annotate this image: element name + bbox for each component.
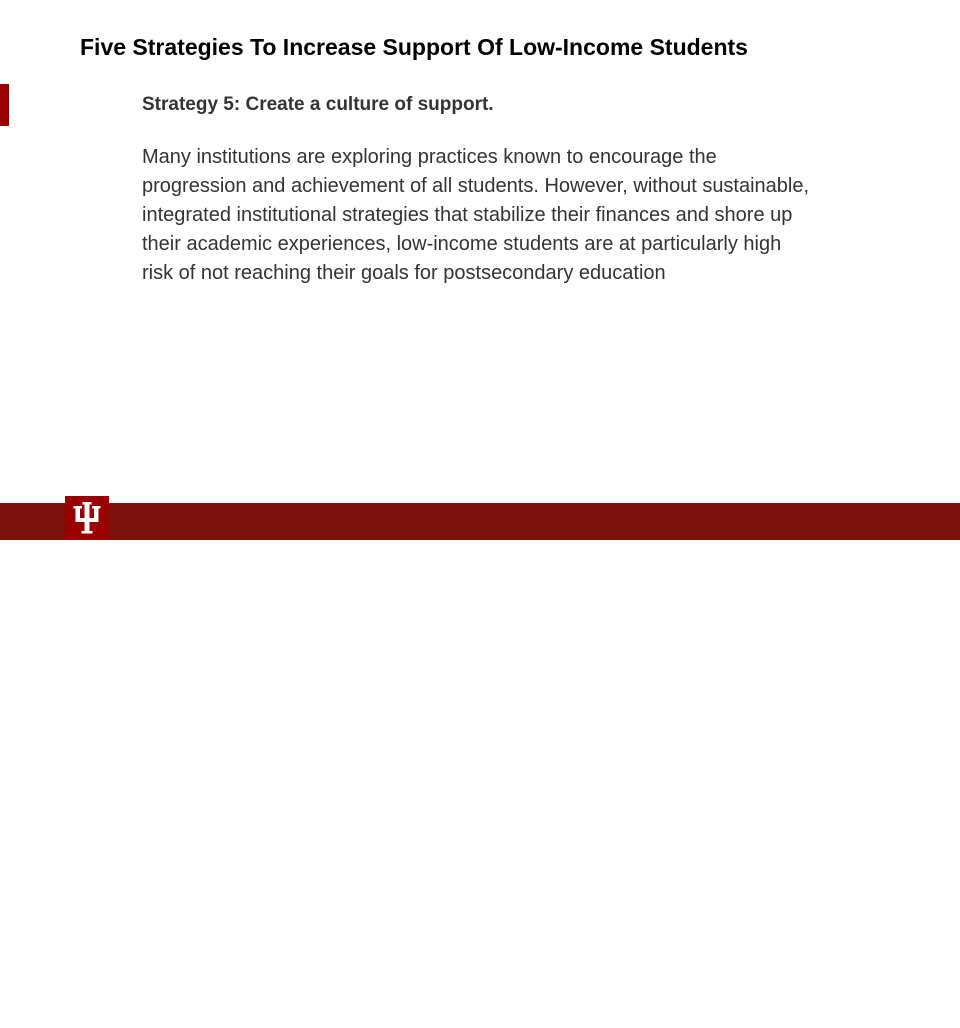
slide-subtitle: Strategy 5: Create a culture of support.: [142, 94, 494, 115]
footer-bar: [0, 503, 960, 1028]
accent-bar: [0, 84, 9, 126]
slide-body-text: Many institutions are exploring practices known to encourage the progression and achievement of all students. However, without sustainable, integrated institutional strategies that stabilize their finances and shore up their academic experiences, low-income students are at particularly high risk of not reaching their goals for postsecondary education: [142, 146, 810, 284]
slide-title: Five Strategies To Increase Support Of Low-Income Students: [80, 34, 748, 60]
iu-trident-logo-icon: [65, 496, 109, 540]
footer-institution-name: INDIANA UNIVERSITY–PURDUE UNIVERSITY INDIANAPOLIS: [117, 1021, 313, 1028]
